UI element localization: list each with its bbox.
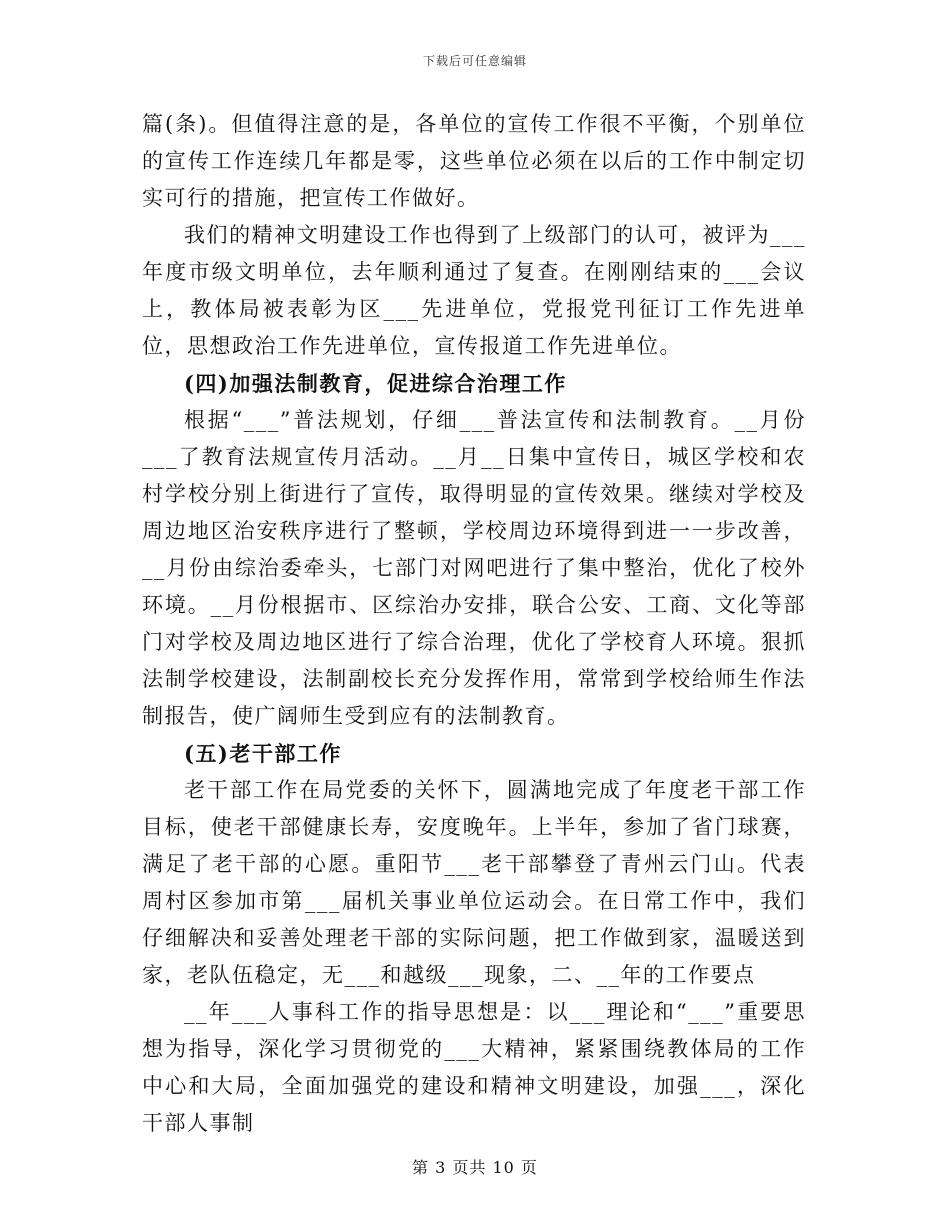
document-body [142,106,806,1142]
section-heading-5: (五)老干部工作 [184,741,342,766]
page-footer: 第 3 页共 10 页 [412,1158,538,1177]
paragraph-2: 我们的精神文明建设工作也得到了上级部门的认可，被评为___年度市级文明单位，去年顺利通过了复查。在刚刚结束的___会议上，教体局被表彰为区___先进单位，党报党刊征订工作先进单位，思想政治工作先进单位，宣传报道工作先进单位。 [142,223,806,358]
paragraph-5: __年___人事科工作的指导思想是：以___理论和“___”重要思想为指导，深化学习贯彻党的___大精神，紧紧围绕教体局的工作中心和大局，全面加强党的建设和精神文明建设，加强___，深化干部人事制 [142,1000,806,1135]
section-heading-4: (四)加强法制教育，促进综合治理工作 [184,371,567,396]
paragraph-1: 篇(条)。但值得注意的是，各单位的宣传工作很不平衡，个别单位的宣传工作连续几年都是零，这些单位必须在以后的工作中制定切实可行的措施，把宣传工作做好。 [142,112,806,210]
paragraph-4: 老干部工作在局党委的关怀下，圆满地完成了年度老干部工作目标，使老干部健康长寿，安度晚年。上半年，参加了省门球赛，满足了老干部的心愿。重阳节___老干部攀登了青州云门山。代表周村区参加市第___届机关事业单位运动会。在日常工作中，我们仔细解决和妥善处理老干部的实际问题，把工作做到家，温暖送到家，老队伍稳定，无___和越级___现象，二、__年的工作要点 [142,778,806,987]
paragraph-3: 根据“___”普法规划，仔细___普法宣传和法制教育。__月份___了教育法规宣传月活动。__月__日集中宣传日，城区学校和农村学校分别上街进行了宣传，取得明显的宣传效果。继续对学校及周边地区治安秩序进行了整顿，学校周边环境得到进一一步改善，__月份由综治委牵头，七部门对网吧进行了集中整治，优化了校外环境。__月份根据市、区综治办安排，联合公安、工商、文化等部门对学校及周边地区进行了综合治理，优化了学校育人环境。狠抓法制学校建设，法制副校长充分发挥作用，常常到学校给师生作法制报告，使广阔师生受到应有的法制教育。 [142,408,806,728]
page-header: 下载后可任意编辑 [422,54,527,68]
